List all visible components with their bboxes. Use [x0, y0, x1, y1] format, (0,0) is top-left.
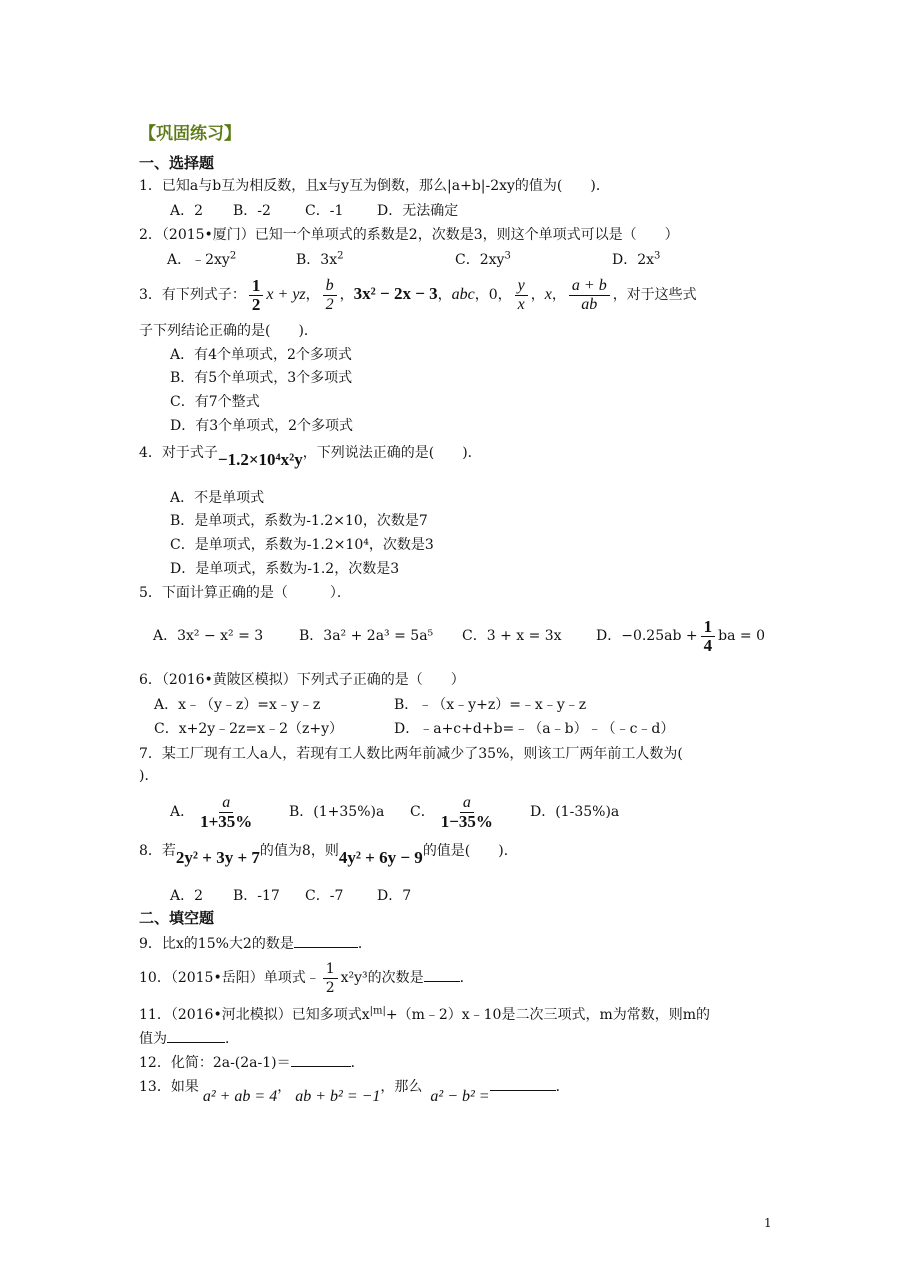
q6-option-a: A．x﹣（y﹣z）=x﹣y﹣z	[154, 697, 321, 713]
section-title: 【巩固练习】	[139, 124, 241, 144]
q1-option-c: C．-1	[305, 203, 344, 219]
question-4: 4．对于式子−1.2×10⁴x²y，下列说法正确的是( )．	[139, 445, 482, 469]
q4-option-c: C．是单项式，系数为-1.2×10⁴，次数是3	[170, 537, 434, 553]
q8-option-d: D．7	[377, 888, 412, 904]
fraction-one-half: $\frac{1}{2}$	[249, 277, 264, 314]
question-6: 6．（2016•黄陂区模拟）下列式子正确的是（ ）	[139, 672, 465, 688]
answer-blank	[294, 933, 358, 948]
question-10: 10．（2015•岳阳）单项式﹣ $\frac{1}{2}$ x²y³的次数是 ．	[139, 960, 474, 996]
answer-blank	[167, 1028, 225, 1043]
question-12: 12．化简：2a-(2a-1)＝ ．	[139, 1052, 365, 1073]
q1-option-d: D．无法确定	[377, 203, 459, 219]
q7-option-c: C． $\frac{a}{1-35\%}$	[410, 793, 493, 831]
q6-option-d: D．﹣a+c+d+b=﹣（a﹣b）﹣（﹣c﹣d）	[394, 721, 675, 737]
question-7: 7．某工厂现有工人a人，若现有工人数比两年前减少了35%，则该工厂两年前工人数为(	[139, 746, 683, 762]
question-5: 5．下面计算正确的是（ ）．	[139, 585, 351, 601]
fraction-y-over-x: $\frac{y}{x}$	[515, 277, 528, 314]
q4-option-b: B．是单项式，系数为-1.2×10，次数是7	[170, 513, 428, 529]
question-3-line-2: 子下列结论正确的是( )．	[139, 323, 318, 339]
answer-blank	[424, 967, 460, 982]
fraction-b-over-2: $\frac{b}{2}$	[323, 277, 337, 314]
q8-option-b: B．-17	[233, 888, 280, 904]
fraction-a-plus-b-over-ab: $\frac{a + b}{ab}$	[569, 277, 610, 314]
answer-blank	[291, 1052, 351, 1067]
question-9: 9．比x的15%大2的数是 ．	[139, 933, 372, 954]
heading-multiple-choice: 一、选择题	[139, 154, 215, 172]
q6-option-b: B．﹣（x﹣y+z）=﹣x﹣y﹣z	[394, 697, 587, 713]
q5-option-c: C．3 + x = 3x	[462, 628, 562, 644]
q6-option-c: C．x+2y﹣2z=x﹣2（z+y）	[154, 721, 343, 737]
q4-option-d: D．是单项式，系数为-1.2，次数是3	[170, 561, 400, 577]
q4-option-a: A．不是单项式	[170, 490, 265, 506]
question-3: 3．有下列式子： $\frac{1}{2}$ x + yz， $\frac{b}{2}$ ，3x² − 2x − 3，abc，0， $\frac{y}{x}$ ，x， $\frac{a + b}{ab}$ ，对于这些式	[139, 275, 697, 314]
q5-option-b: B．3a² + 2a³ = 5a⁵	[299, 628, 434, 644]
question-13: 13．如果a² + ab = 4，ab + b² = −1，那么a² − b² =．	[139, 1076, 570, 1097]
question-8: 8．若2y² + 3y + 7的值为8，则4y² + 6y − 9的值是( )．	[139, 843, 518, 867]
q3-option-b: B．有5个单项式，3个多项式	[170, 370, 353, 386]
question-11-line-2: 值为 ．	[139, 1028, 239, 1049]
q2-option-d: D．$2x^3$	[612, 250, 661, 268]
page-number: 1	[764, 1216, 772, 1230]
q7-option-d: D．(1-35%)a	[530, 804, 620, 820]
q1-option-a: A．2	[170, 203, 204, 219]
q3-option-c: C．有7个整式	[170, 394, 260, 410]
q2-option-c: C．$2xy^3$	[455, 250, 511, 268]
q5-option-d: D．−0.25ab + $\frac{1}{4}$ ba = 0	[596, 616, 765, 655]
q8-option-c: C．-7	[305, 888, 344, 904]
q2-option-b: B．$3x^2$	[296, 250, 344, 268]
q8-option-a: A．2	[170, 888, 204, 904]
q2-option-a: A．$﹣2xy^2$	[167, 250, 237, 268]
q3-option-a: A．有4个单项式，2个多项式	[170, 347, 352, 363]
question-1: 1．已知a与b互为相反数，且x与y互为倒数，那么|a+b|-2xy的值为( )．	[139, 178, 610, 194]
question-2: 2．（2015•厦门）已知一个单项式的系数是2，次数是3，则这个单项式可以是（ ）	[139, 227, 679, 243]
q7-option-b: B．(1+35%)a	[289, 804, 385, 820]
question-7-line-2: )．	[139, 768, 159, 784]
heading-fill-in-blank: 二、填空题	[139, 909, 215, 927]
question-11: 11．（2016•河北模拟）已知多项式$x^{|m|}+(m﹣2)x﹣10$是二次三项式，m为常数，则m的	[139, 1005, 711, 1023]
q1-option-b: B．-2	[233, 203, 271, 219]
q7-option-a: A． $\frac{a}{1+35\%}$	[170, 793, 253, 831]
q5-option-a: A．3x² − x² = 3	[153, 628, 264, 644]
q3-option-d: D．有3个单项式，2个多项式	[170, 418, 354, 434]
answer-blank	[490, 1076, 556, 1091]
